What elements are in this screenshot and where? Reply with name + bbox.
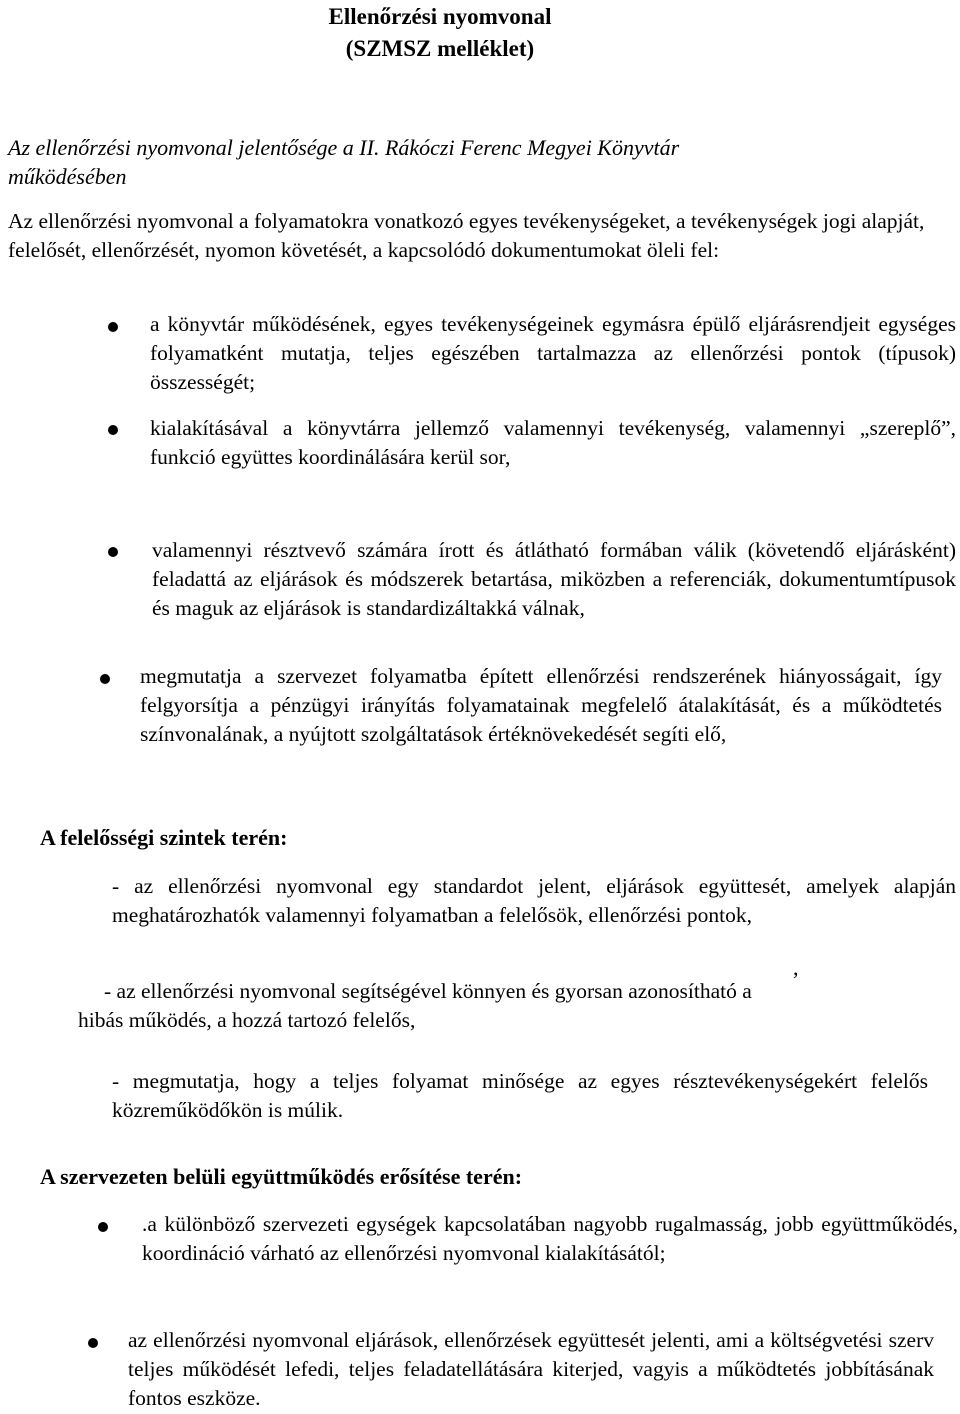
bullet-item-3: valamennyi résztvevő számára írott és átlátható formában válik (követendő eljárásként) feladattá az eljárások és módszerek betartása, miközben a referenciák, dokumentumtípusok és maguk az eljárások is standardizáltakká válnak, (152, 538, 956, 620)
bullet-dot (100, 674, 110, 684)
responsibility-item-1: - az ellenőrzési nyomvonal egy standardot jelent, eljárások együttesét, amelyek alapján meghatározhatók valamennyi folyamatban a felelősök, ellenőrzési pontok, (112, 874, 956, 927)
bullet-dot (98, 1222, 108, 1232)
bullet-dot (108, 322, 118, 332)
cooperation-heading: A szervezeten belüli együttműködés erősítése terén: (40, 1164, 523, 1189)
intro-heading-line2: működésében (8, 164, 127, 189)
bullet-item-1: a könyvtár működésének, egyes tevékenységeinek egymásra épülő eljárásrendjeit egységes folyamatként mutatja, teljes egészében tartalmazza az ellenőrzési pontok (típusok) összességét; (150, 312, 956, 394)
bullet-dot (108, 425, 118, 435)
responsibility-item-2-line1: - az ellenőrzési nyomvonal segítségével könnyen és gyorsan azonosítható a (104, 979, 752, 1003)
bullet-item-4: megmutatja a szervezet folyamatba épített ellenőrzési rendszerének hiányosságait, így felgyorsítja a pénzügyi irányítás folyamatainak megfelelő átalakítását, és a működtetés színvonalának, a nyújtott szolgáltatások értéknövekedését segíti elő, (140, 664, 942, 746)
intro-paragraph: Az ellenőrzési nyomvonal a folyamatokra vonatkozó egyes tevékenységeket, a tevékenységek jogi alapját, felelősét, ellenőrzését, nyomon követését, a kapcsolódó dokumentumokat öleli fel: (8, 209, 925, 262)
bullet-dot (88, 1338, 98, 1348)
responsibility-item-2-line2: hibás működés, a hozzá tartozó felelős, (78, 1008, 416, 1032)
stray-comma: , (793, 955, 799, 980)
bullet-dot (108, 547, 118, 557)
cooperation-bullet-2: az ellenőrzési nyomvonal eljárások, ellenőrzések együttesét jelenti, ami a költségvetési szerv teljes működését lefedi, teljes feladatellátására kiterjed, vagyis a működtetés jobbításának fontos eszköze. (128, 1328, 934, 1410)
responsibility-item-3: - megmutatja, hogy a teljes folyamat minősége az egyes résztevékenységekért felelős közreműködőkön is múlik. (112, 1069, 928, 1122)
bullet-item-2: kialakításával a könyvtárra jellemző valamennyi tevékenység, valamennyi „szereplő”, funkció együttes koordinálására kerül sor, (150, 416, 956, 469)
document-title: Ellenőrzési nyomvonal (328, 4, 552, 29)
cooperation-bullet-1: .a különböző szervezeti egységek kapcsolatában nagyobb rugalmasság, jobb együttműködés, koordináció várható az ellenőrzési nyomvonal kialakításától; (142, 1212, 958, 1265)
intro-heading-line1: Az ellenőrzési nyomvonal jelentősége a II. Rákóczi Ferenc Megyei Könyvtár (8, 135, 680, 160)
responsibility-heading: A felelősségi szintek terén: (40, 825, 288, 850)
document-subtitle: (SZMSZ melléklet) (345, 36, 535, 61)
